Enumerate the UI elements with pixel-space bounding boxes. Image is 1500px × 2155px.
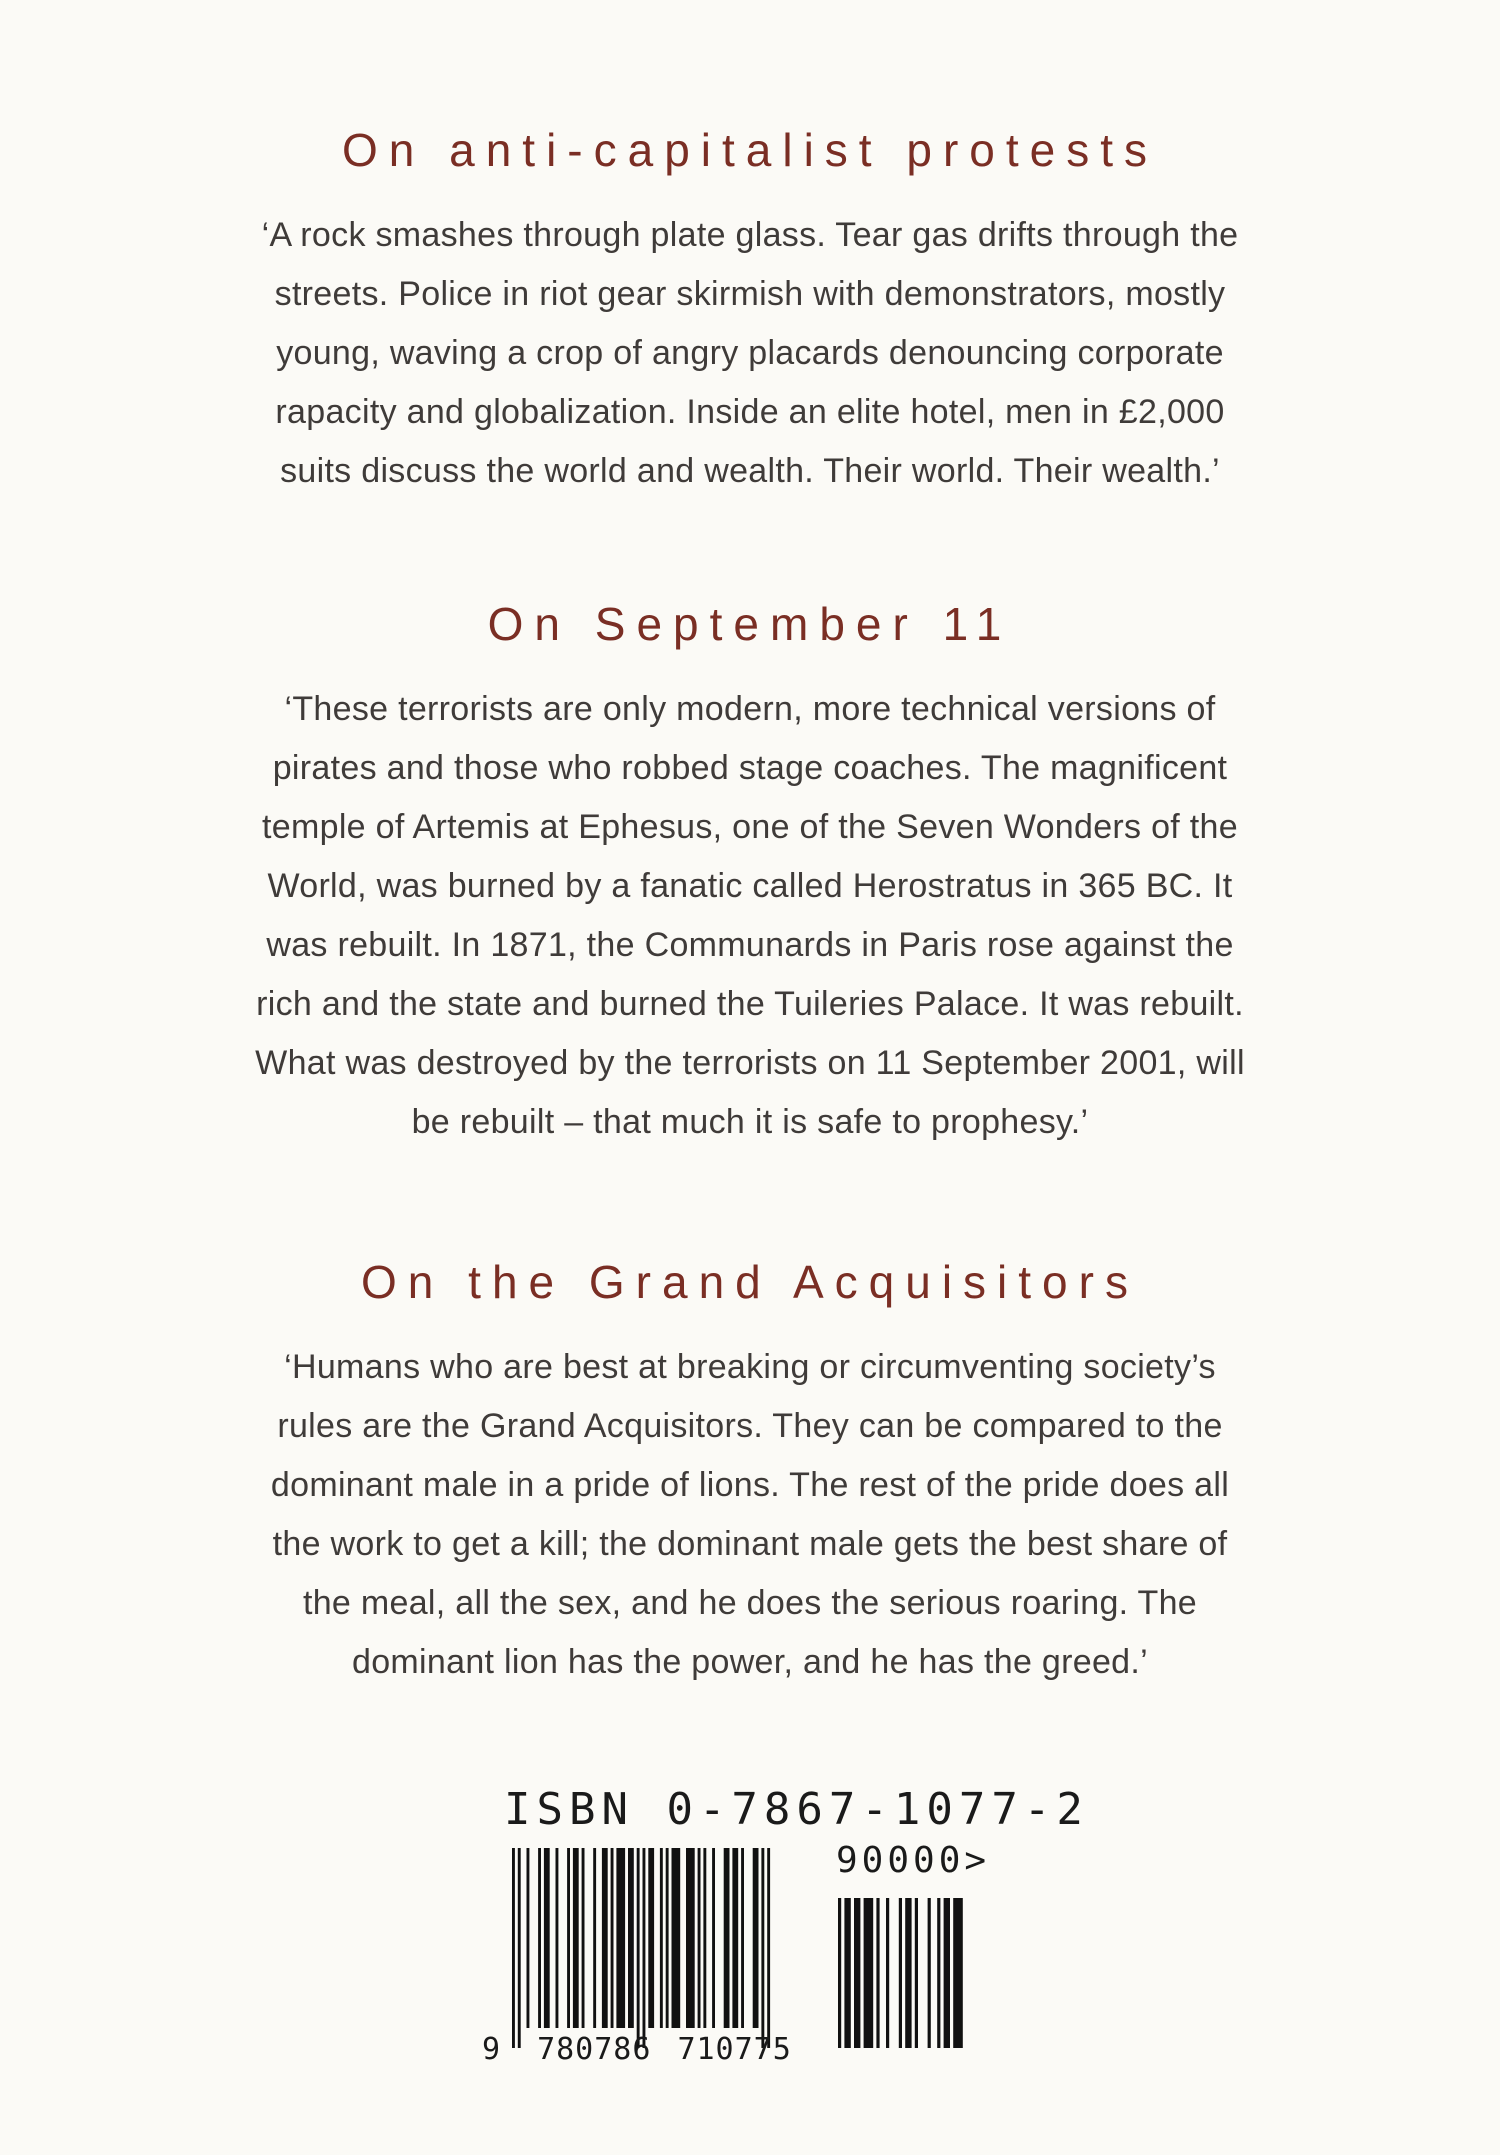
barcode-bar [544,1848,550,2028]
ean-right-digits: 710775 [677,2032,792,2067]
section-quote [200,680,1300,1152]
section-heading: On September 11 [487,598,1013,650]
section-anti-capitalist-protests [200,120,1300,501]
barcode-bar [753,1848,759,2028]
barcode-bar [648,1848,654,2028]
barcode-bar [761,1848,764,2048]
quote-line: suits discuss the world and wealth. Their world. Their wealth.’ [280,452,1220,490]
barcode-bar [556,1848,559,2028]
barcode-bar [582,1848,585,2028]
barcode-bar [567,1848,570,2028]
quote-line: was rebuilt. In 1871, the Communards in Paris rose against the [266,926,1234,964]
section-heading: On the Grand Acquisitors [361,1256,1139,1308]
quote-line: ‘Humans who are best at breaking or circumventing society’s [284,1348,1216,1386]
barcode-bar [944,1898,950,2048]
barcode-bar [712,1848,715,2028]
barcode-bar [767,1848,770,2048]
quote-line: the meal, all the sex, and he does the serious roaring. The [302,1584,1198,1622]
quote-line: streets. Police in riot gear skirmish with demonstrators, mostly [274,275,1226,313]
quote-line: pirates and those who robbed stage coaches. The magnificent [272,749,1228,787]
quote-line: rules are the Grand Acquisitors. They can be compared to the [277,1407,1223,1445]
quote-line: temple of Artemis at Ephesus, one of the Seven Wonders of the [262,808,1238,846]
quote-line: dominant male in a pride of lions. The rest of the pride does all [270,1466,1230,1504]
barcode-bar [905,1898,911,2048]
barcode-bar [703,1848,706,2028]
ean-barcode [512,1848,802,2048]
barcode-bar [928,1898,931,2048]
barcode-bar [741,1848,744,2028]
section-september-11 [200,594,1300,1152]
barcode-bar [686,1848,695,2028]
section-quote [200,1338,1300,1692]
barcode-bar [698,1848,701,2028]
quote-line: young, waving a crop of angry placards denouncing corporate [276,334,1224,372]
barcode-bar [844,1898,850,2048]
barcode-bar [953,1898,963,2048]
price-addon-text: 90000> [836,1840,991,1881]
barcode-bar [628,1848,634,2028]
barcode-bar [724,1848,730,2028]
ean-digits [482,2032,792,2067]
quote-line: ‘A rock smashes through plate glass. Tear gas drifts through the [261,216,1239,254]
barcode-bar [602,1848,608,2028]
barcode-bar [637,1848,640,2048]
barcode-bar [899,1898,902,2048]
barcode-bar [527,1848,530,2028]
quote-line: World, was burned by a fanatic called Herostratus in 365 BC. It [267,867,1233,905]
barcode-bar [611,1848,614,2028]
section-heading: On anti-capitalist protests [341,124,1158,176]
quote-line: What was destroyed by the terrorists on 11 September 2001, will [255,1044,1245,1082]
section-quote [200,206,1300,501]
barcode-bar [937,1898,940,2048]
quote-line: rapacity and globalization. Inside an elite hotel, men in £2,000 [275,393,1225,431]
quote-line: be rebuilt – that much it is safe to prophesy.’ [411,1103,1089,1141]
barcode-bar [886,1898,889,2048]
barcode-bar [573,1848,579,2028]
barcode-bar [838,1898,841,2048]
isbn-text: ISBN 0-7867-1077-2 [504,1784,1089,1835]
ean-lead-digit: 9 [482,2032,502,2067]
section-grand-acquisitors [200,1252,1300,1692]
barcode-bar [518,1848,521,2048]
barcode-bar [666,1848,669,2028]
barcode-bar [864,1898,874,2048]
barcode-bar [660,1848,663,2028]
quote-line: dominant lion has the power, and he has the greed.’ [352,1643,1148,1681]
barcode-bar [732,1848,738,2028]
quote-line: rich and the state and burned the Tuileries Palace. It was rebuilt. [256,985,1244,1023]
price-addon-barcode [838,1898,988,2058]
barcode-bar [915,1898,918,2048]
barcode-bar [672,1848,681,2028]
barcode-bar [854,1898,860,2048]
barcode-bar [593,1848,596,2028]
barcode-bar [876,1898,879,2048]
quote-line: ‘These terrorists are only modern, more technical versions of [284,690,1216,728]
quote-line: the work to get a kill; the dominant male gets the best share of [272,1525,1228,1563]
barcode-bar [616,1848,625,2028]
ean-left-digits: 780786 [537,2032,652,2067]
barcode-bar [538,1848,541,2028]
barcode-bar [512,1848,515,2048]
barcode-bar [643,1848,646,2048]
